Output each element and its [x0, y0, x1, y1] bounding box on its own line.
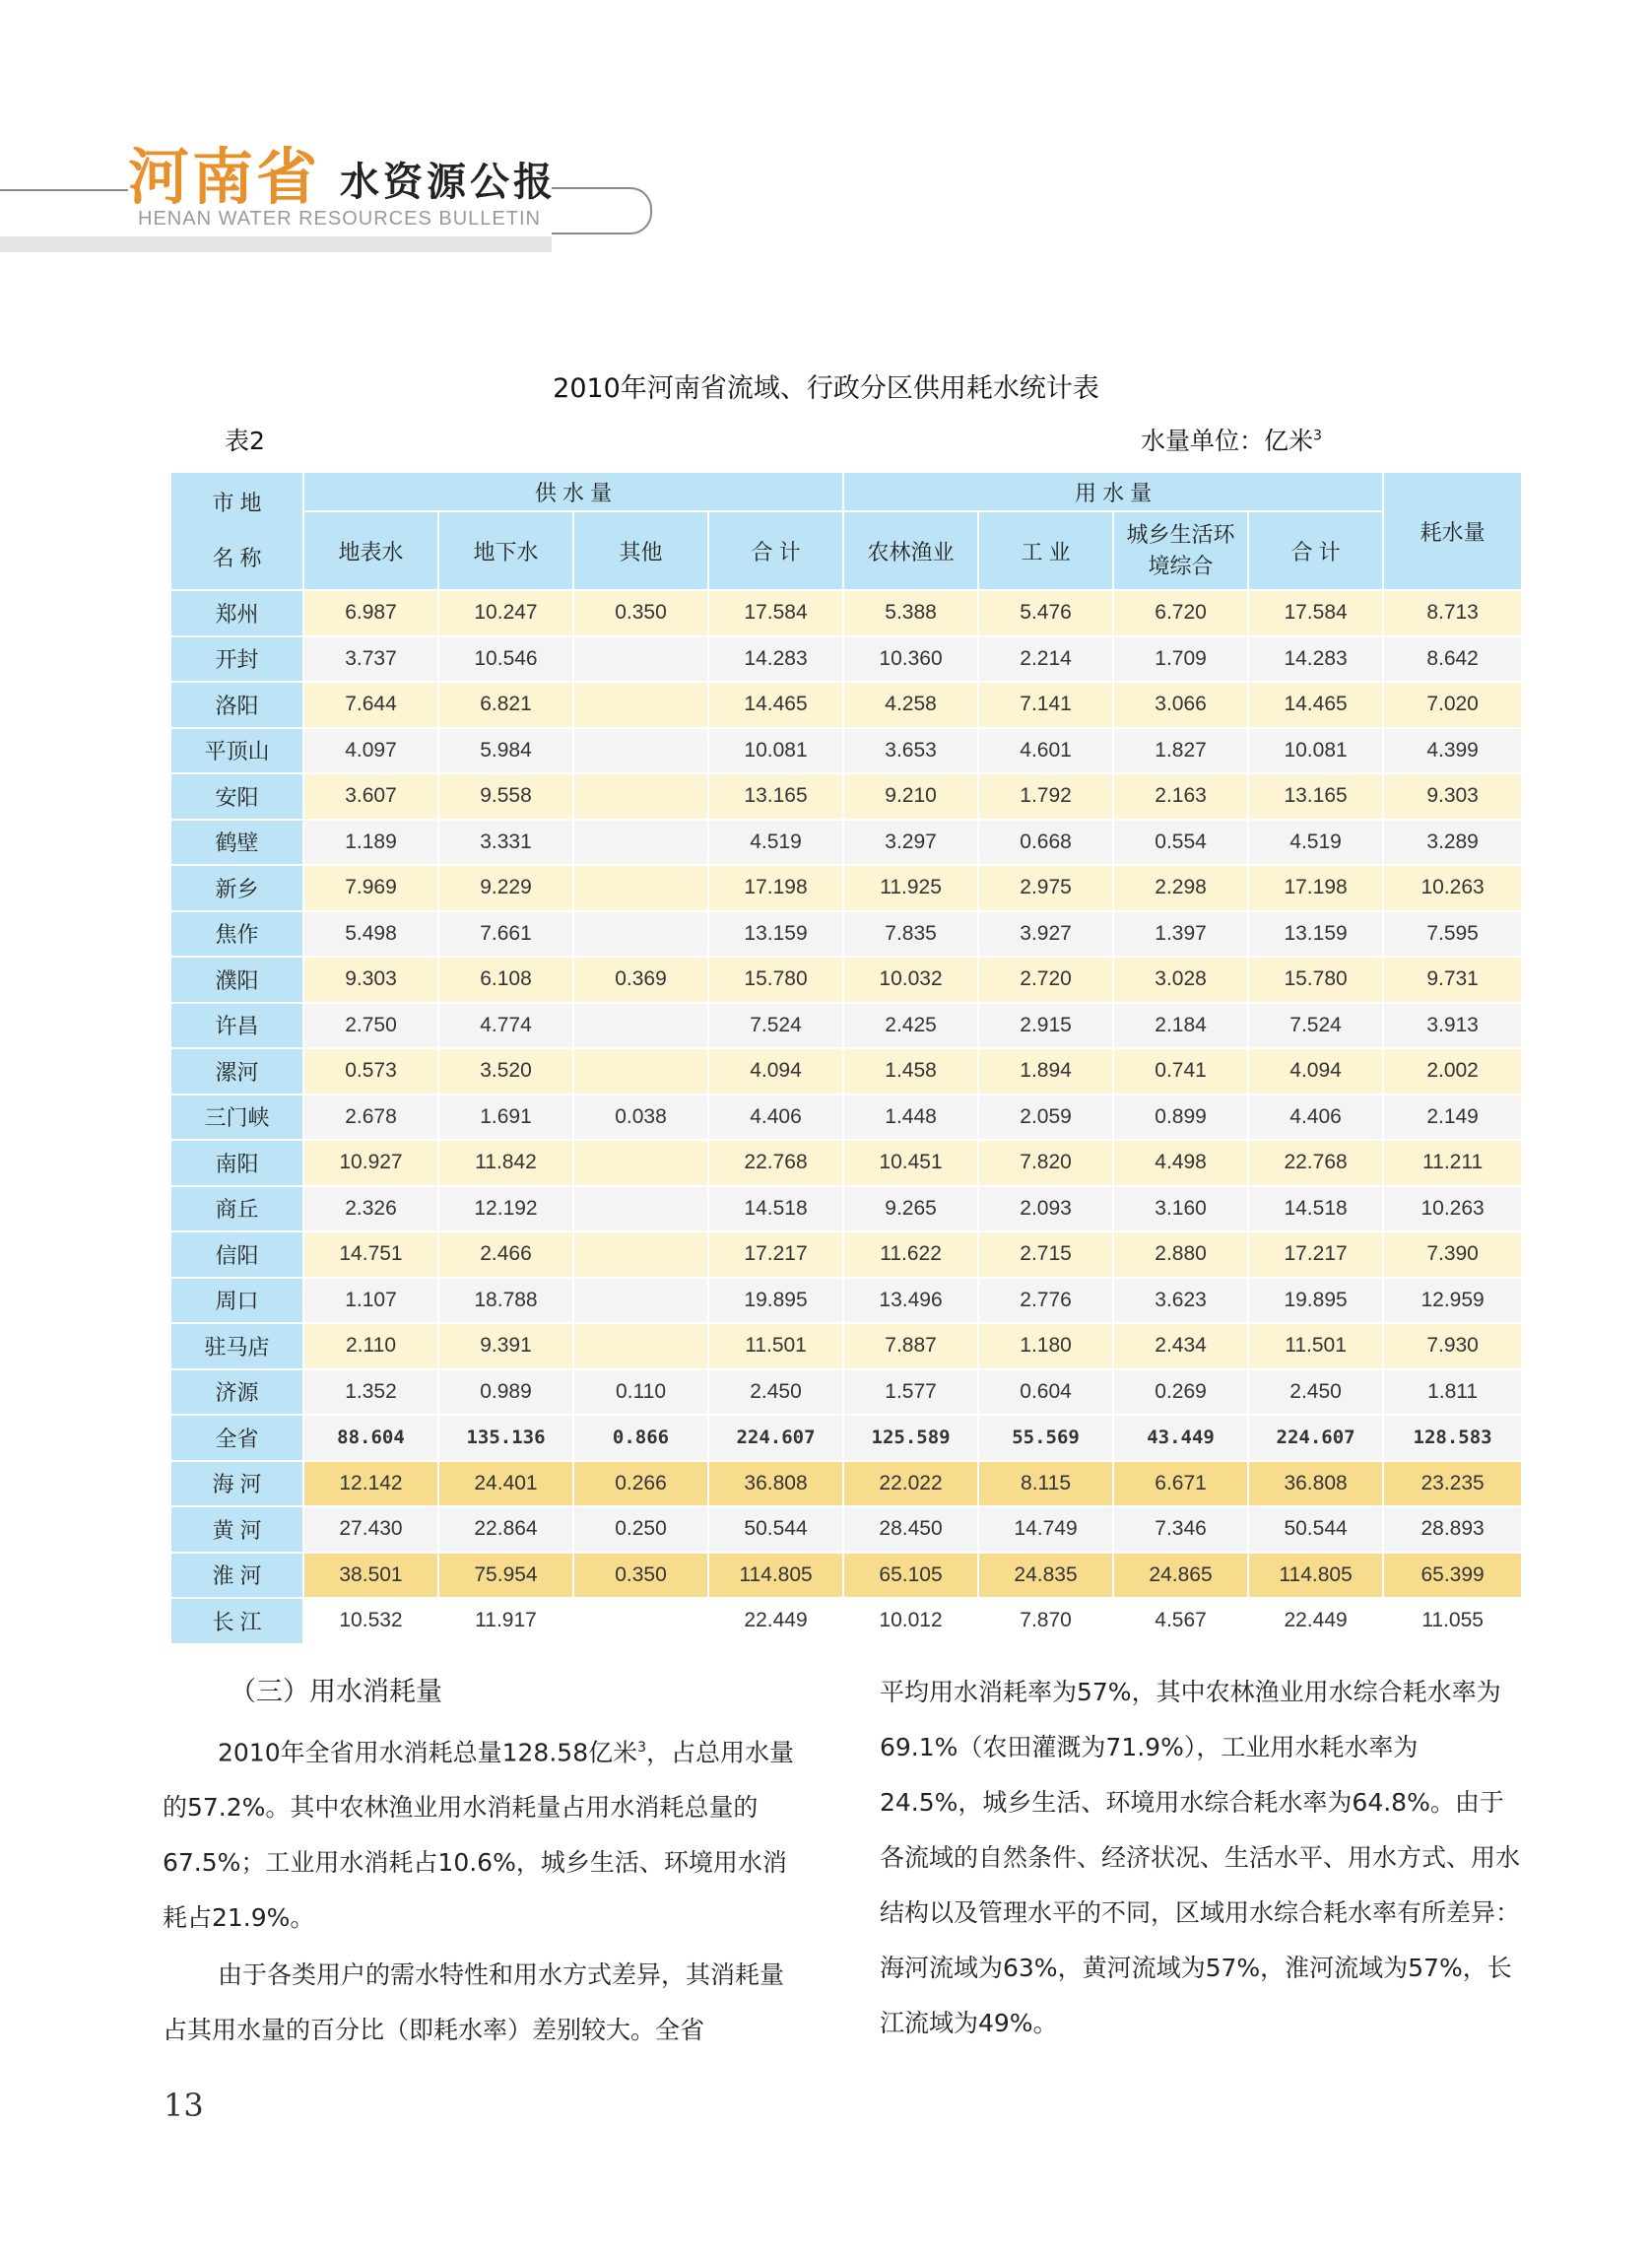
table-cell: 22.449: [708, 1598, 843, 1644]
table-cell: 4.399: [1383, 728, 1522, 774]
table-cell: 15.780: [1248, 957, 1383, 1003]
table-cell: 4.094: [1248, 1048, 1383, 1095]
table-row: [170, 820, 1522, 866]
table-cell: 12.142: [303, 1461, 438, 1507]
row-region-name: 周口: [170, 1278, 303, 1324]
paragraph: 2010年全省用水消耗总量128.58亿米$^3$，占总用水量的57.2%。其中农林渔业用水消耗量占用水消耗总量的67.5%；工业用水消耗占10.6%，城乡生活、环境用水消耗占21.9%。: [163, 1738, 795, 1933]
table-cell: 22.768: [708, 1140, 843, 1186]
table-cell: 14.518: [708, 1186, 843, 1232]
table-cell: 9.303: [1383, 773, 1522, 820]
row-region-name: 焦作: [170, 911, 303, 958]
table-cell: 3.607: [303, 773, 438, 820]
table-row: [170, 1186, 1522, 1232]
table-cell: 5.984: [438, 728, 573, 774]
table-cell: 5.476: [978, 590, 1113, 636]
header-supply: 供 水 量: [303, 472, 843, 511]
table-cell: 10.532: [303, 1598, 438, 1644]
table-cell: 10.546: [438, 636, 573, 683]
table-cell: [573, 1323, 708, 1369]
table-cell: 5.388: [843, 590, 978, 636]
table-cell: 0.899: [1113, 1095, 1248, 1141]
table-cell: 4.601: [978, 728, 1113, 774]
table-cell: 28.893: [1383, 1506, 1522, 1553]
table-cell: 2.678: [303, 1095, 438, 1141]
table-cell: 10.360: [843, 636, 978, 683]
table-cell: 0.989: [438, 1369, 573, 1416]
table-cell: 7.887: [843, 1323, 978, 1369]
table-cell: 2.059: [978, 1095, 1113, 1141]
table-cell: 7.870: [978, 1598, 1113, 1644]
table-cell: 2.715: [978, 1231, 1113, 1278]
table-cell: 7.524: [1248, 1003, 1383, 1049]
table-cell: 3.331: [438, 820, 573, 866]
table-cell: 4.519: [708, 820, 843, 866]
table-cell: 224.607: [1248, 1415, 1383, 1461]
table-row: [170, 1553, 1522, 1599]
table-cell: 13.165: [708, 773, 843, 820]
table-cell: 22.449: [1248, 1598, 1383, 1644]
table-cell: 11.501: [1248, 1323, 1383, 1369]
row-region-name: 信阳: [170, 1231, 303, 1278]
table-cell: 1.691: [438, 1095, 573, 1141]
table-cell: 12.959: [1383, 1278, 1522, 1324]
table-cell: 36.808: [1248, 1461, 1383, 1507]
table-cell: 50.544: [1248, 1506, 1383, 1553]
table-cell: [573, 820, 708, 866]
table-cell: 7.020: [1383, 682, 1522, 728]
table-cell: [573, 682, 708, 728]
table-cell: 36.808: [708, 1461, 843, 1507]
table-cell: 8.115: [978, 1461, 1113, 1507]
table-cell: 4.097: [303, 728, 438, 774]
table-cell: 17.198: [1248, 865, 1383, 911]
table-cell: 19.895: [1248, 1278, 1383, 1324]
column-header: 城乡生活环境综合: [1113, 511, 1248, 590]
table-cell: [573, 1278, 708, 1324]
table-cell: 3.913: [1383, 1003, 1522, 1049]
row-region-name: 黄 河: [170, 1506, 303, 1553]
table-cell: 1.827: [1113, 728, 1248, 774]
table-cell: 10.032: [843, 957, 978, 1003]
table-cell: 7.969: [303, 865, 438, 911]
table-cell: 9.265: [843, 1186, 978, 1232]
table-cell: 8.713: [1383, 590, 1522, 636]
table-cell: 9.391: [438, 1323, 573, 1369]
table-cell: 10.012: [843, 1598, 978, 1644]
table-row: [170, 636, 1522, 683]
table-cell: [573, 865, 708, 911]
table-row: [170, 1323, 1522, 1369]
row-region-name: 郑州: [170, 590, 303, 636]
table-cell: 17.217: [708, 1231, 843, 1278]
table-cell: 14.518: [1248, 1186, 1383, 1232]
table-cell: 2.093: [978, 1186, 1113, 1232]
table-cell: 14.465: [1248, 682, 1383, 728]
table-row: [170, 1003, 1522, 1049]
table-cell: 11.622: [843, 1231, 978, 1278]
table-cell: 55.569: [978, 1415, 1113, 1461]
table-cell: 14.751: [303, 1231, 438, 1278]
table-cell: 9.229: [438, 865, 573, 911]
table-cell: 12.192: [438, 1186, 573, 1232]
table-cell: 10.081: [708, 728, 843, 774]
table-cell: 1.448: [843, 1095, 978, 1141]
table-cell: [573, 1598, 708, 1644]
table-cell: 114.805: [708, 1553, 843, 1599]
table-row: [170, 1506, 1522, 1553]
table-cell: 0.369: [573, 957, 708, 1003]
table-cell: 7.141: [978, 682, 1113, 728]
table-cell: 3.289: [1383, 820, 1522, 866]
row-region-name: 全省: [170, 1415, 303, 1461]
table-row: [170, 865, 1522, 911]
table-cell: 6.987: [303, 590, 438, 636]
table-cell: 2.450: [1248, 1369, 1383, 1416]
header-consumption: 耗水量: [1383, 472, 1522, 590]
water-statistics-table: [169, 471, 1523, 1645]
table-cell: 114.805: [1248, 1553, 1383, 1599]
table-cell: 1.397: [1113, 911, 1248, 958]
table-row: [170, 590, 1522, 636]
table-cell: 2.425: [843, 1003, 978, 1049]
table-row: [170, 911, 1522, 958]
bulletin-subtitle: HENAN WATER RESOURCES BULLETIN: [138, 208, 541, 230]
table-cell: 7.661: [438, 911, 573, 958]
table-cell: 4.567: [1113, 1598, 1248, 1644]
table-cell: 17.198: [708, 865, 843, 911]
table-cell: 13.159: [1248, 911, 1383, 958]
table-row: [170, 957, 1522, 1003]
text-column-right: [880, 1665, 1520, 2051]
table-cell: 2.776: [978, 1278, 1113, 1324]
table-cell: 1.709: [1113, 636, 1248, 683]
table-cell: 2.434: [1113, 1323, 1248, 1369]
column-header: 地表水: [303, 511, 438, 590]
header-region: 市 地 名 称: [170, 472, 303, 590]
table-cell: 2.002: [1383, 1048, 1522, 1095]
table-cell: 13.165: [1248, 773, 1383, 820]
header-rule-left: [0, 189, 128, 191]
table-cell: 10.081: [1248, 728, 1383, 774]
table-cell: 2.750: [303, 1003, 438, 1049]
table-cell: 2.466: [438, 1231, 573, 1278]
table-cell: 24.835: [978, 1553, 1113, 1599]
row-region-name: 漯河: [170, 1048, 303, 1095]
table-cell: 9.303: [303, 957, 438, 1003]
row-region-name: 商丘: [170, 1186, 303, 1232]
row-region-name: 新乡: [170, 865, 303, 911]
column-header: 工 业: [978, 511, 1113, 590]
table-caption: 2010年河南省流域、行政分区供用耗水统计表: [553, 373, 1099, 404]
table-cell: 38.501: [303, 1553, 438, 1599]
table-unit: 水量单位：亿米$^3$: [1141, 427, 1322, 455]
table-cell: 1.180: [978, 1323, 1113, 1369]
table-cell: 22.864: [438, 1506, 573, 1553]
table-cell: 10.247: [438, 590, 573, 636]
bulletin-title-main: 水资源公报: [340, 159, 557, 205]
column-header: 合 计: [1248, 511, 1383, 590]
table-row: [170, 1598, 1522, 1644]
table-cell: 2.110: [303, 1323, 438, 1369]
table-cell: 1.458: [843, 1048, 978, 1095]
table-cell: 0.350: [573, 1553, 708, 1599]
table-row: [170, 728, 1522, 774]
table-cell: 14.283: [1248, 636, 1383, 683]
table-cell: 3.623: [1113, 1278, 1248, 1324]
row-region-name: 三门峡: [170, 1095, 303, 1141]
table-cell: 6.108: [438, 957, 573, 1003]
section-title: （三）用水消耗量: [230, 1677, 442, 1707]
column-header: 其他: [573, 511, 708, 590]
table-cell: 65.105: [843, 1553, 978, 1599]
table-cell: 15.780: [708, 957, 843, 1003]
table-cell: 27.430: [303, 1506, 438, 1553]
table-cell: 11.501: [708, 1323, 843, 1369]
table-cell: 2.720: [978, 957, 1113, 1003]
table-cell: 2.184: [1113, 1003, 1248, 1049]
table-cell: 4.258: [843, 682, 978, 728]
table-cell: 1.792: [978, 773, 1113, 820]
table-cell: 17.217: [1248, 1231, 1383, 1278]
row-region-name: 济源: [170, 1369, 303, 1416]
table-cell: 7.930: [1383, 1323, 1522, 1369]
table-cell: 0.604: [978, 1369, 1113, 1416]
table-cell: [573, 1186, 708, 1232]
table-cell: 7.644: [303, 682, 438, 728]
table-cell: 11.211: [1383, 1140, 1522, 1186]
table-cell: 3.737: [303, 636, 438, 683]
header-frame: [552, 187, 652, 234]
table-row: [170, 682, 1522, 728]
table-cell: 128.583: [1383, 1415, 1522, 1461]
table-cell: 13.159: [708, 911, 843, 958]
row-region-name: 海 河: [170, 1461, 303, 1507]
table-cell: 24.865: [1113, 1553, 1248, 1599]
page-number: 13: [164, 2087, 204, 2124]
row-region-name: 南阳: [170, 1140, 303, 1186]
table-cell: 125.589: [843, 1415, 978, 1461]
paragraph: 平均用水消耗率为57%，其中农林渔业用水综合耗水率为69.1%（农田灌溉为71.9%），工业用水耗水率为24.5%，城乡生活、环境用水综合耗水率为64.8%。由于各流域的自然条件、经济状况、生活水平、用水方式、用水结构以及管理水平的不同，区域用水综合耗水率有所差异：海河流域为63%，黄河流域为57%，淮河流域为57%，长江流域为49%。: [880, 1678, 1521, 2037]
header-grey-band: [0, 236, 552, 252]
table-row: [170, 1461, 1522, 1507]
table-cell: 0.866: [573, 1415, 708, 1461]
table-cell: 2.163: [1113, 773, 1248, 820]
table-cell: [573, 1140, 708, 1186]
table-cell: 9.731: [1383, 957, 1522, 1003]
table-cell: 10.263: [1383, 865, 1522, 911]
row-region-name: 鹤壁: [170, 820, 303, 866]
text-column-left: [163, 1665, 807, 2058]
table-cell: 0.573: [303, 1048, 438, 1095]
table-cell: 23.235: [1383, 1461, 1522, 1507]
table-cell: 7.524: [708, 1003, 843, 1049]
row-region-name: 长 江: [170, 1598, 303, 1644]
table-cell: 28.450: [843, 1506, 978, 1553]
table-cell: 50.544: [708, 1506, 843, 1553]
table-cell: 2.975: [978, 865, 1113, 911]
table-cell: 11.917: [438, 1598, 573, 1644]
table-cell: 18.788: [438, 1278, 573, 1324]
table-cell: 224.607: [708, 1415, 843, 1461]
table-cell: 4.519: [1248, 820, 1383, 866]
table-cell: 0.668: [978, 820, 1113, 866]
table-cell: 3.927: [978, 911, 1113, 958]
row-region-name: 驻马店: [170, 1323, 303, 1369]
column-header: 合 计: [708, 511, 843, 590]
table-cell: 11.842: [438, 1140, 573, 1186]
table-row: [170, 1231, 1522, 1278]
table-cell: [573, 1048, 708, 1095]
table-cell: 3.653: [843, 728, 978, 774]
table-cell: 4.406: [708, 1095, 843, 1141]
table-cell: 0.266: [573, 1461, 708, 1507]
table-cell: 10.263: [1383, 1186, 1522, 1232]
table-cell: 1.107: [303, 1278, 438, 1324]
table-cell: 3.520: [438, 1048, 573, 1095]
table-cell: 11.055: [1383, 1598, 1522, 1644]
table-cell: [573, 636, 708, 683]
table-row: [170, 1369, 1522, 1416]
table-cell: 4.406: [1248, 1095, 1383, 1141]
table-cell: 19.895: [708, 1278, 843, 1324]
table-cell: 7.595: [1383, 911, 1522, 958]
table-cell: 135.136: [438, 1415, 573, 1461]
row-region-name: 开封: [170, 636, 303, 683]
table-cell: 3.066: [1113, 682, 1248, 728]
table-cell: 17.584: [708, 590, 843, 636]
table-cell: 43.449: [1113, 1415, 1248, 1461]
table-cell: 2.915: [978, 1003, 1113, 1049]
bulletin-title-province: 河南省: [128, 141, 321, 213]
table-cell: 1.577: [843, 1369, 978, 1416]
table-cell: 1.189: [303, 820, 438, 866]
table-cell: 3.028: [1113, 957, 1248, 1003]
table-cell: 9.210: [843, 773, 978, 820]
row-region-name: 濮阳: [170, 957, 303, 1003]
table-cell: 3.160: [1113, 1186, 1248, 1232]
table-cell: 0.110: [573, 1369, 708, 1416]
table-cell: 13.496: [843, 1278, 978, 1324]
column-header: 农林渔业: [843, 511, 978, 590]
table-cell: 65.399: [1383, 1553, 1522, 1599]
table-cell: 7.346: [1113, 1506, 1248, 1553]
row-region-name: 淮 河: [170, 1553, 303, 1599]
row-region-name: 许昌: [170, 1003, 303, 1049]
table-row: [170, 1278, 1522, 1324]
table-cell: 0.038: [573, 1095, 708, 1141]
table-cell: 7.835: [843, 911, 978, 958]
table-cell: 6.821: [438, 682, 573, 728]
table-cell: 0.269: [1113, 1369, 1248, 1416]
table-number: 表2: [225, 427, 265, 455]
table-cell: 10.927: [303, 1140, 438, 1186]
table-cell: 14.465: [708, 682, 843, 728]
table-cell: 2.326: [303, 1186, 438, 1232]
row-region-name: 洛阳: [170, 682, 303, 728]
table-cell: 17.584: [1248, 590, 1383, 636]
table-cell: [573, 728, 708, 774]
table-row: [170, 773, 1522, 820]
table-cell: 2.880: [1113, 1231, 1248, 1278]
table-cell: 1.894: [978, 1048, 1113, 1095]
paragraph: 由于各类用户的需水特性和用水方式差异，其消耗量占其用水量的百分比（即耗水率）差别较大。全省: [163, 1960, 785, 2045]
table-row: [170, 1095, 1522, 1141]
table-cell: 6.671: [1113, 1461, 1248, 1507]
table-cell: 10.451: [843, 1140, 978, 1186]
column-header: 地下水: [438, 511, 573, 590]
table-cell: 5.498: [303, 911, 438, 958]
table-cell: 22.022: [843, 1461, 978, 1507]
table-cell: 1.811: [1383, 1369, 1522, 1416]
table-cell: 8.642: [1383, 636, 1522, 683]
row-region-name: 平顶山: [170, 728, 303, 774]
table-cell: 22.768: [1248, 1140, 1383, 1186]
table-cell: 0.250: [573, 1506, 708, 1553]
table-cell: 4.094: [708, 1048, 843, 1095]
table-cell: 88.604: [303, 1415, 438, 1461]
table-cell: 14.749: [978, 1506, 1113, 1553]
table-cell: 6.720: [1113, 590, 1248, 636]
table-cell: 0.554: [1113, 820, 1248, 866]
table-cell: [573, 911, 708, 958]
table-cell: 24.401: [438, 1461, 573, 1507]
table-cell: 2.214: [978, 636, 1113, 683]
table-cell: [573, 1003, 708, 1049]
table-cell: 11.925: [843, 865, 978, 911]
table-row: [170, 1415, 1522, 1461]
table-cell: 2.149: [1383, 1095, 1522, 1141]
table-cell: 14.283: [708, 636, 843, 683]
table-cell: 75.954: [438, 1553, 573, 1599]
table-cell: 2.450: [708, 1369, 843, 1416]
table-cell: [573, 1231, 708, 1278]
table-cell: 7.390: [1383, 1231, 1522, 1278]
table-cell: 1.352: [303, 1369, 438, 1416]
table-cell: 0.741: [1113, 1048, 1248, 1095]
table-row: [170, 1140, 1522, 1186]
row-region-name: 安阳: [170, 773, 303, 820]
table-cell: 0.350: [573, 590, 708, 636]
table-cell: 9.558: [438, 773, 573, 820]
table-cell: 4.498: [1113, 1140, 1248, 1186]
table-cell: [573, 773, 708, 820]
header-use: 用 水 量: [843, 472, 1383, 511]
table-row: [170, 1048, 1522, 1095]
table-cell: 4.774: [438, 1003, 573, 1049]
table-cell: 3.297: [843, 820, 978, 866]
table-cell: 7.820: [978, 1140, 1113, 1186]
table-cell: 2.298: [1113, 865, 1248, 911]
